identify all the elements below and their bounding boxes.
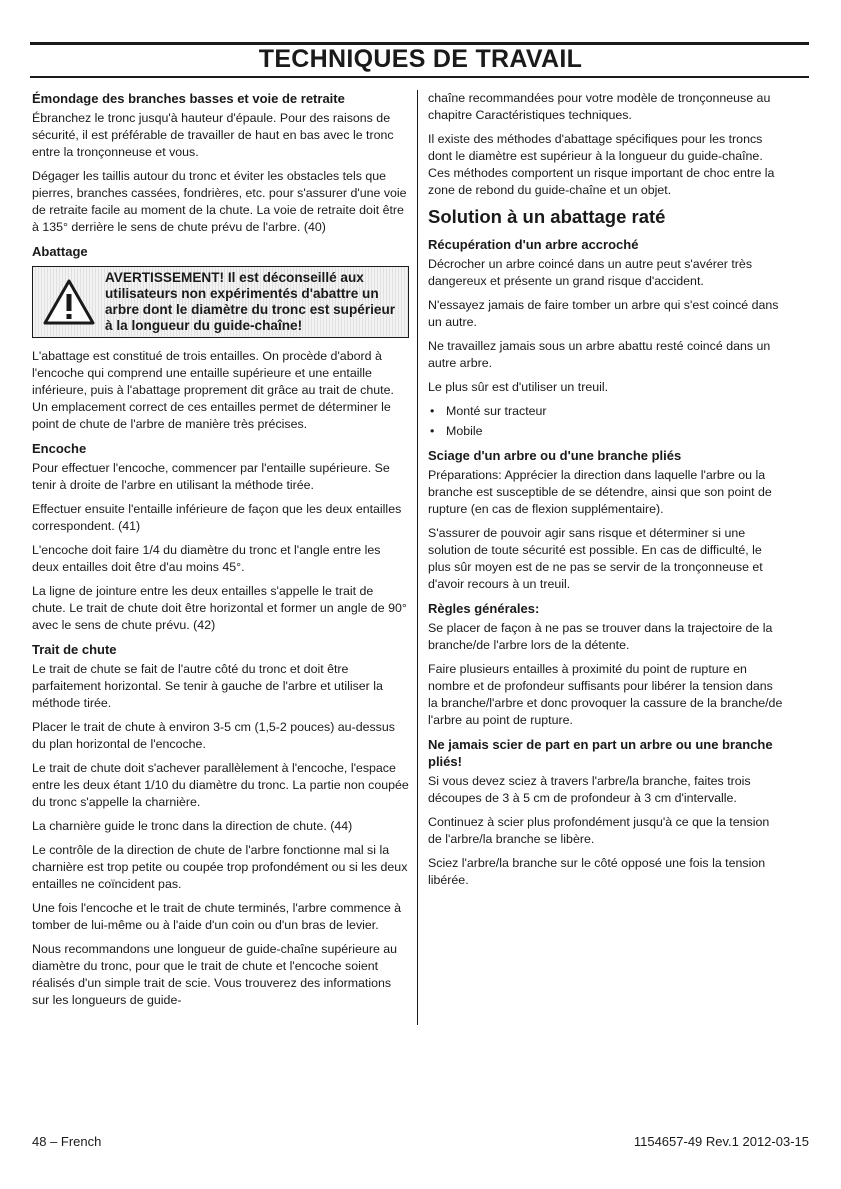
section-heading-solution: Solution à un abattage raté (428, 206, 666, 227)
paragraph: N'essayez jamais de faire tomber un arbre qui s'est coincé dans un autre. (428, 298, 779, 329)
section-title-emondage: Émondage des branches basses et voie de retraite (32, 91, 345, 106)
left-column (32, 90, 409, 1016)
paragraph: Se placer de façon à ne pas se trouver dans la trajectoire de la branche/de l'arbre lors de la détente. (428, 621, 773, 652)
paragraph: Le contrôle de la direction de chute de l'arbre fonctionne mal si la charnière est trop petite ou coupée trop profondément ou si les deux entailles ne coïncident pas. (32, 843, 408, 891)
header-rule-bottom (30, 76, 809, 78)
section-title-trait-de-chute: Trait de chute (32, 642, 117, 657)
paragraph: Ébranchez le tronc jusqu'à hauteur d'épaule. Pour des raisons de sécurité, il est préférable de travailler de haut en bas avec le tronc entre la tronçonneuse et vous. (32, 111, 394, 159)
column-divider (417, 90, 418, 1025)
paragraph: La ligne de jointure entre les deux entailles s'appelle le trait de chute. Le trait de chute doit être horizontal et former un angle de 90° avec le sens de chute prévu. (42) (32, 584, 407, 632)
document-revision: 1154657-49 Rev.1 2012-03-15 (633, 1134, 809, 1149)
paragraph: L'encoche doit faire 1/4 du diamètre du tronc et l'angle entre les deux entailles doit être d'au moins 45°. (32, 543, 381, 574)
page-number: 48 – French (32, 1134, 102, 1149)
paragraph: Placer le trait de chute à environ 3-5 cm (1,5-2 pouces) au-dessus du plan horizontal de l'encoche. (32, 720, 395, 751)
paragraph: Faire plusieurs entailles à proximité du point de rupture en nombre et de profondeur suffisants pour libérer la tension dans la branche/l'arbre et donc provoquer la cassure de la branche/de l'arbre au point de rupture. (428, 662, 783, 727)
warning-box (32, 266, 409, 338)
paragraph: chaîne recommandées pour votre modèle de tronçonneuse au chapitre Caractéristiques techniques. (428, 91, 771, 122)
paragraph: Sciez l'arbre/la branche sur le côté opposé une fois la tension libérée. (428, 856, 766, 887)
warning-text: AVERTISSEMENT! Il est déconseillé aux utilisateurs non expérimentés d'abattre un arbre dont le diamètre du tronc est supérieur à la longueur du guide-chaîne! (105, 270, 396, 333)
page-title: TECHNIQUES DE TRAVAIL (258, 45, 583, 73)
list-item: • Mobile (428, 423, 784, 440)
paragraph: Continuez à scier plus profondément jusqu'à ce que la tension de l'arbre/la branche se libère. (428, 815, 770, 846)
paragraph: Décrocher un arbre coincé dans un autre peut s'avérer très dangereux et présente un grand risque d'accident. (428, 257, 753, 288)
paragraph: La charnière guide le tronc dans la direction de chute. (44) (32, 819, 353, 833)
paragraph: Il existe des méthodes d'abattage spécifiques pour les troncs dont le diamètre est supérieur à la longueur du guide-chaîne. Ces méthodes comportent un risque important de choc entre la zone de rebond du guide-chaîne et un objet. (428, 132, 775, 197)
section-title-sciage: Sciage d'un arbre ou d'une branche pliés (428, 448, 682, 463)
section-title-recuperation: Récupération d'un arbre accroché (428, 237, 639, 252)
paragraph: Effectuer ensuite l'entaille inférieure de façon que les deux entailles correspondent. (41) (32, 502, 402, 533)
right-column (428, 90, 784, 896)
paragraph: Le trait de chute se fait de l'autre côté du tronc et doit être parfaitement horizontal. Se tenir à gauche de l'arbre et utiliser la méthode tirée. (32, 662, 383, 710)
paragraph: Préparations: Apprécier la direction dans laquelle l'arbre ou la branche est susceptible de se détendre, ainsi que son point de rupture (en cas de flexion supplémentaire). (428, 468, 772, 516)
section-title-regles: Règles générales: (428, 601, 540, 616)
section-title-abattage: Abattage (32, 244, 88, 259)
warning-triangle-icon (33, 278, 105, 326)
list-item: • Monté sur tracteur (428, 403, 784, 420)
paragraph: Pour effectuer l'encoche, commencer par l'entaille supérieure. Se tenir à droite de l'arbre en utilisant la méthode tirée. (32, 461, 390, 492)
paragraph: S'assurer de pouvoir agir sans risque et déterminer si une solution de toute sécurité est possible. En cas de difficulté, le plus sûr moyen est de ne pas se servir de la tronçonneuse et d'avoir recours à un treuil. (428, 526, 763, 591)
paragraph: Si vous devez sciez à travers l'arbre/la branche, faites trois découpes de 3 à 5 cm de profondeur à 3 cm d'intervalle. (428, 774, 751, 805)
winch-list (428, 403, 784, 440)
section-title-encoche: Encoche (32, 441, 87, 456)
paragraph: Une fois l'encoche et le trait de chute terminés, l'arbre commence à tomber de lui-même ou à l'aide d'un coin ou d'un bras de levier. (32, 901, 402, 932)
paragraph: L'abattage est constitué de trois entailles. On procède d'abord à l'encoche qui comprend une entaille supérieure et une entaille inférieure, puis à l'abattage proprement dit grâce au trait de chute. Un emplacement correct de ces entailles permet de déterminer le point de chute de l'arbre de manière très précises. (32, 349, 394, 431)
section-title-ne-jamais: Ne jamais scier de part en part un arbre ou une branche pliés! (428, 737, 773, 769)
paragraph: Dégager les taillis autour du tronc et éviter les obstacles tels que pierres, branches cassées, fondrières, etc. pour s'assurer d'une voie de retraite facile au moment de la chute. La voie de retraite doit être à 135° derrière le sens de chute prévu de l'arbre. (40) (32, 169, 407, 234)
paragraph: Ne travaillez jamais sous un arbre abattu resté coincé dans un autre arbre. (428, 339, 771, 370)
paragraph: Le plus sûr est d'utiliser un treuil. (428, 380, 609, 394)
paragraph: Le trait de chute doit s'achever parallèlement à l'encoche, l'espace entre les deux étant 1/10 du diamètre du tronc. La partie non coupée du tronc s'appelle la charnière. (32, 761, 409, 809)
paragraph: Nous recommandons une longueur de guide-chaîne supérieure au diamètre du tronc, pour que le trait de chute et l'encoche soient réalisés d'un simple trait de scie. Vous trouverez des informations sur les longueurs de guide- (32, 942, 398, 1007)
